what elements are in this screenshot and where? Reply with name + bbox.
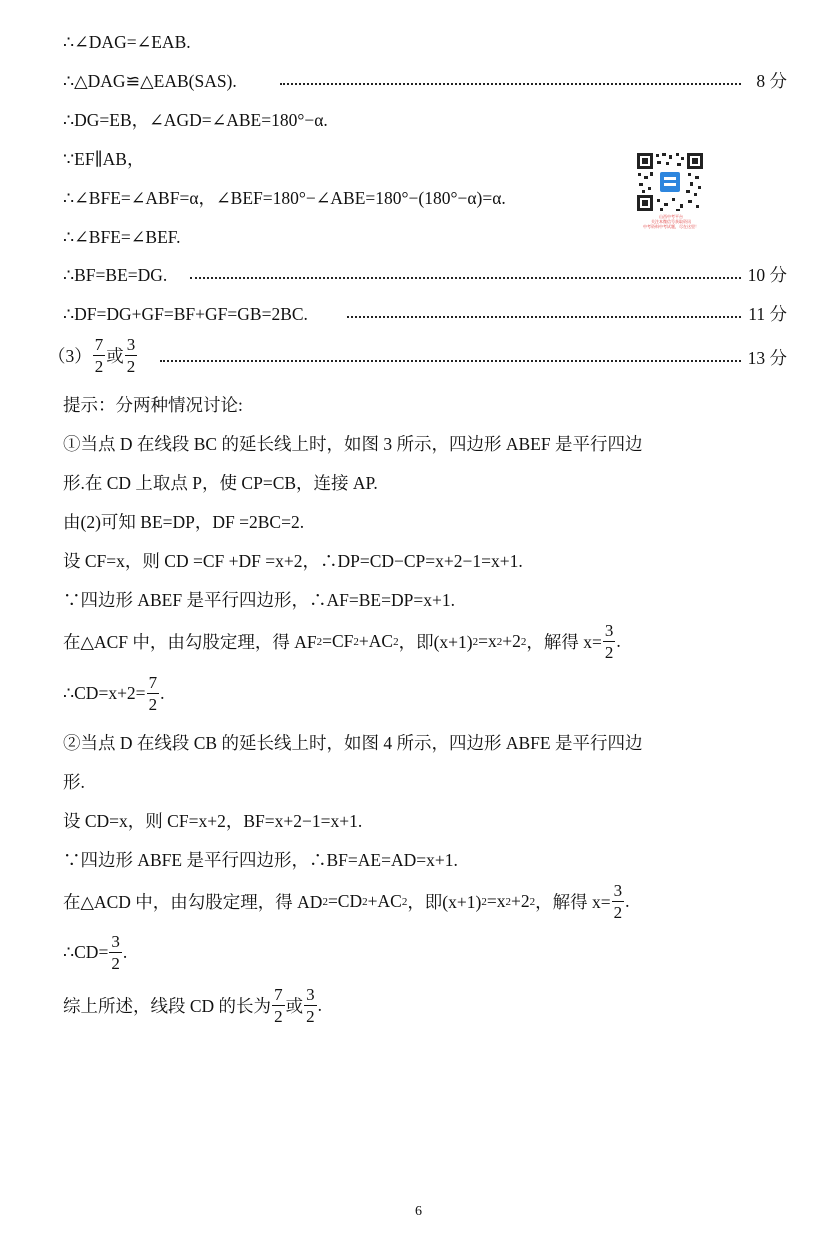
score-label: 13 分 — [747, 348, 787, 368]
qr-code-image — [636, 152, 704, 212]
text-line: ∵四边形 ABFE 是平行四边形，∴BF=AE=AD=x+1. — [63, 850, 458, 870]
text-line: 形. — [63, 772, 85, 792]
score-label: 10 分 — [747, 265, 787, 285]
text-line: ∴DG=EB，∠AGD=∠ABE=180°−α. — [63, 110, 328, 130]
text-line: 设 CF=x，则 CD =CF +DF =x+2，∴DP=CD−CP=x+2−1=x+1. — [63, 551, 523, 571]
text-line: 设 CD=x，则 CF=x+2，BF=x+2−1=x+1. — [63, 811, 363, 831]
text-line: ∴BF=BE=DG. — [63, 265, 168, 285]
leader-dots — [160, 360, 741, 362]
text-line: ①当点 D 在线段 BC 的延长线上时，如图 3 所示，四边形 ABEF 是平行四边 — [63, 434, 643, 454]
text-line: ∴DF=DG+GF=BF+GF=GB=2BC. — [63, 304, 308, 324]
fraction: $\frac{3}{2}$ — [604, 621, 614, 662]
leader-dots — [280, 83, 741, 85]
text-line: ∴∠BFE=∠BEF. — [63, 227, 181, 247]
answer-line-3 — [48, 336, 138, 375]
score-label: 8 分 — [756, 71, 787, 91]
fraction: $\frac{7}{2}$ — [94, 335, 104, 376]
text-line: 由(2)可知 BE=DP，DF =2BC=2. — [63, 512, 305, 532]
equation-line: 在△ACF 中，由勾股定理，得 AF 2 =CF 2 +AC 2 ，即(x+1) 2 =x 2 +2 2 ，解得 x= $\frac{3}{2}$ . — [63, 621, 621, 662]
fraction: $\frac{3}{2}$ — [306, 985, 315, 1026]
text-line: ②当点 D 在线段 CB 的延长线上时，如图 4 所示，四边形 ABFE 是平行四边 — [63, 733, 643, 753]
fraction: $\frac{7}{2}$ — [274, 985, 283, 1026]
leader-dots — [190, 277, 741, 279]
equation-line: ∴CD= $\frac{3}{2}$ . — [63, 932, 128, 973]
text-line: ∴△DAG≌△EAB(SAS). — [63, 71, 237, 91]
fraction: $\frac{3}{2}$ — [613, 881, 623, 922]
page-number: 6 — [415, 1204, 422, 1219]
text-line: 形.在 CD 上取点 P，使 CP=CB，连接 AP. — [63, 473, 378, 493]
fraction: $\frac{3}{2}$ — [126, 335, 136, 376]
conclusion-line: 综上所述，线段 CD 的长为 $\frac{7}{2}$ 或 $\frac{3}{2}$ . — [63, 985, 322, 1026]
equation-line: ∴CD=x+2= $\frac{7}{2}$ . — [63, 673, 165, 714]
qr-logo — [660, 172, 680, 192]
text-line: ∵EF∥AB， — [63, 149, 145, 169]
fraction: $\frac{3}{2}$ — [111, 932, 120, 973]
fraction: $\frac{7}{2}$ — [148, 673, 158, 714]
qr-caption: 山西中考平台 关注本微信号获取资讯 中考资料中考试题，尽在这里！ — [643, 214, 699, 229]
score-label: 11 分 — [748, 304, 787, 324]
or-text: 或 — [106, 346, 124, 366]
text-line: ∵四边形 ABEF 是平行四边形，∴AF=BE=DP=x+1. — [63, 590, 455, 610]
text-line: ∴∠BFE=∠ABF=α，∠BEF=180°−∠ABE=180°−(180°−α)=α. — [63, 188, 506, 208]
text-line: ∴∠DAG=∠EAB. — [63, 32, 191, 52]
question-label: （3） — [48, 346, 92, 366]
equation-line: 在△ACD 中，由勾股定理，得 AD 2 =CD 2 +AC 2 ，即(x+1) 2 =x 2 +2 2 ，解得 x= $\frac{3}{2}$ . — [63, 881, 630, 922]
leader-dots — [347, 316, 741, 318]
text-line: 提示：分两种情况讨论: — [63, 395, 243, 415]
